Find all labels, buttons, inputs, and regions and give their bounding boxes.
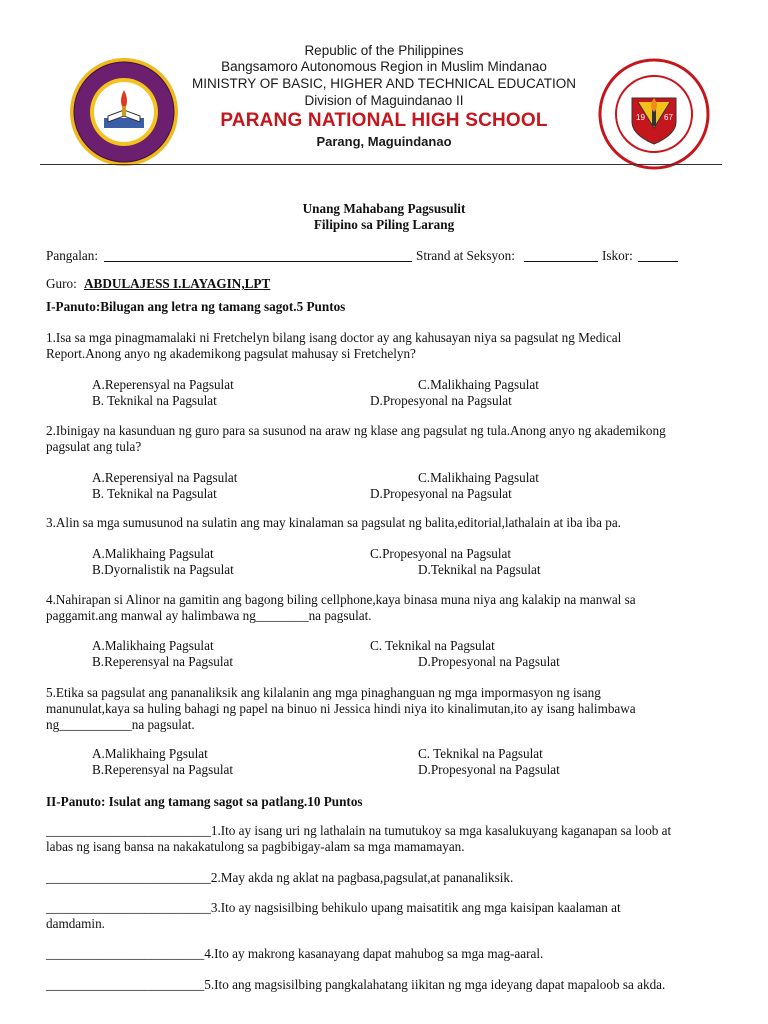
part2-item-3 <box>46 900 621 916</box>
part2-item-4 <box>46 946 543 962</box>
header-ministry: MINISTRY OF BASIC, HIGHER AND TECHNICAL EDUCATION <box>191 76 577 91</box>
question-2-choice-d[interactable]: D.Propesyonal na Pagsulat <box>370 486 512 501</box>
part2-heading: II-Panuto: Isulat ang tamang sagot sa patlang.10 Puntos <box>46 794 363 809</box>
question-1-text: 1.Isa sa mga pinagmamalaki ni Fretchelyn bilang isang doctor ay ang kahusayan niya sa pagsulat ng Medical <box>46 330 622 345</box>
question-5-text: 5.Etika sa pagsulat ang pananaliksik ang kilalanin ang mga pinaghanguan ng mga impormasyon ng isang <box>46 685 601 700</box>
question-3-text: 3.Alin sa mga sumusunod na sulatin ang may kinalaman sa pagsulat ng balita,editorial,lathalain at iba iba pa. <box>46 515 621 530</box>
header-divider <box>40 164 722 165</box>
question-1-text: Report.Anong anyo ng akademikong pagsulat mahusay si Fretchelyn? <box>46 346 416 361</box>
seal-year-right: 67 <box>664 113 673 122</box>
question-3-choice-c[interactable]: C.Propesyonal na Pagsulat <box>370 546 512 561</box>
question-4-text: 4.Nahirapan si Alinor na gamitin ang bagong biling cellphone,kaya binasa muna niya ang kalakip na manwal sa <box>46 592 636 607</box>
question-5-text: ng___________na pagsulat. <box>46 717 195 732</box>
exam-subject: Filipino sa Piling Larang <box>313 217 455 232</box>
question-1-choice-b[interactable]: B. Teknikal na Pagsulat <box>92 393 217 408</box>
question-1-choice-a[interactable]: A.Reperensyal na Pagsulat <box>92 377 234 392</box>
answer-blank[interactable]: ________________________ <box>46 946 205 961</box>
score-label: Iskor: <box>602 248 633 263</box>
answer-blank[interactable]: _________________________ <box>46 870 211 885</box>
header-republic: Republic of the Philippines <box>304 43 464 58</box>
question-3-choice-d[interactable]: D.Teknikal na Pagsulat <box>418 562 541 577</box>
answer-blank[interactable]: ________________________ <box>46 977 205 992</box>
question-5-choice-c[interactable]: C. Teknikal na Pagsulat <box>418 746 543 761</box>
question-3-choice-a[interactable]: A.Malikhaing Pagsulat <box>92 546 214 561</box>
name-label: Pangalan: <box>46 248 99 263</box>
part2-item-text: 2.May akda ng aklat na pagbasa,pagsulat,at pananaliksik. <box>210 870 514 885</box>
strand-field[interactable] <box>524 248 598 266</box>
part2-item-5 <box>46 977 665 993</box>
teacher-label: Guro: <box>46 276 77 291</box>
question-2-text: pagsulat ang tula? <box>46 439 142 454</box>
header-town: Parang, Maguindanao <box>316 134 452 149</box>
question-2-choice-c[interactable]: C.Malikhaing Pagsulat <box>418 470 539 485</box>
question-3-choice-b[interactable]: B.Dyornalistik na Pagsulat <box>92 562 234 577</box>
question-2-text: 2.Ibinigay na kasunduan ng guro para sa susunod na araw ng klase ang pagsulat ng tula.Anong anyo ng akademikong <box>46 423 666 438</box>
question-5-text: manunulat,kaya sa huling bahagi ng papel na binuo ni Jessica hindi niya ito kinalimutan,ito ay isang halimbawa <box>46 701 636 716</box>
question-5-choice-a[interactable]: A.Malikhaing Pgsulat <box>92 746 208 761</box>
question-2-choice-a[interactable]: A.Reperensiyal na Pagsulat <box>92 470 238 485</box>
header-division: Division of Maguindanao II <box>304 93 464 108</box>
question-4-text: paggamit.ang manwal ay halimbawa ng________na pagsulat. <box>46 608 372 623</box>
teacher-name: ABDULAJESS I.LAYAGIN,LPT <box>84 276 271 291</box>
exam-title: Unang Mahabang Pagsusulit <box>302 201 466 216</box>
name-field[interactable] <box>104 248 412 266</box>
question-5-choice-b[interactable]: B.Reperensyal na Pagsulat <box>92 762 233 777</box>
header-region: Bangsamoro Autonomous Region in Muslim Mindanao <box>221 59 547 74</box>
strand-label: Strand at Seksyon: <box>416 248 515 263</box>
question-4-choice-b[interactable]: B.Reperensyal na Pagsulat <box>92 654 233 669</box>
question-1-choice-d[interactable]: D.Propesyonal na Pagsulat <box>370 393 512 408</box>
part2-item-1 <box>46 823 671 839</box>
part2-item-3-cont: damdamin. <box>46 916 105 931</box>
question-1-choice-c[interactable]: C.Malikhaing Pagsulat <box>418 377 539 392</box>
score-field[interactable] <box>638 248 678 266</box>
question-4-choice-c[interactable]: C. Teknikal na Pagsulat <box>370 638 495 653</box>
part2-item-1-cont: labas ng isang bansa na nakakatulong sa pagbibigay-alam sa mga mamamayan. <box>46 839 465 854</box>
answer-blank[interactable]: _________________________ <box>46 900 211 915</box>
part2-item-text: 4.Ito ay makrong kasanayang dapat mahubog sa mga mag-aaral. <box>204 946 544 961</box>
seal-year-left: 19 <box>636 113 645 122</box>
answer-blank[interactable]: _________________________ <box>46 823 211 838</box>
part1-heading: I-Panuto:Bilugan ang letra ng tamang sagot.5 Puntos <box>46 299 346 314</box>
part2-item-2 <box>46 870 513 886</box>
question-2-choice-b[interactable]: B. Teknikal na Pagsulat <box>92 486 217 501</box>
question-4-choice-a[interactable]: A.Malikhaing Pagsulat <box>92 638 214 653</box>
question-4-choice-d[interactable]: D.Propesyonal na Pagsulat <box>418 654 560 669</box>
question-5-choice-d[interactable]: D.Propesyonal na Pagsulat <box>418 762 560 777</box>
part2-item-text: 1.Ito ay isang uri ng lathalain na tumutukoy sa mga kasalukuyang kaganapan sa loob at <box>210 823 672 838</box>
part2-item-text: 5.Ito ang magsisilbing pangkalahatang iikitan ng mga ideyang dapat mapaloob sa akda. <box>204 977 666 992</box>
header-school-name: PARANG NATIONAL HIGH SCHOOL <box>220 110 548 131</box>
part2-item-text: 3.Ito ay nagsisilbing behikulo upang maisatitik ang mga kaisipan kaalaman at <box>210 900 621 915</box>
